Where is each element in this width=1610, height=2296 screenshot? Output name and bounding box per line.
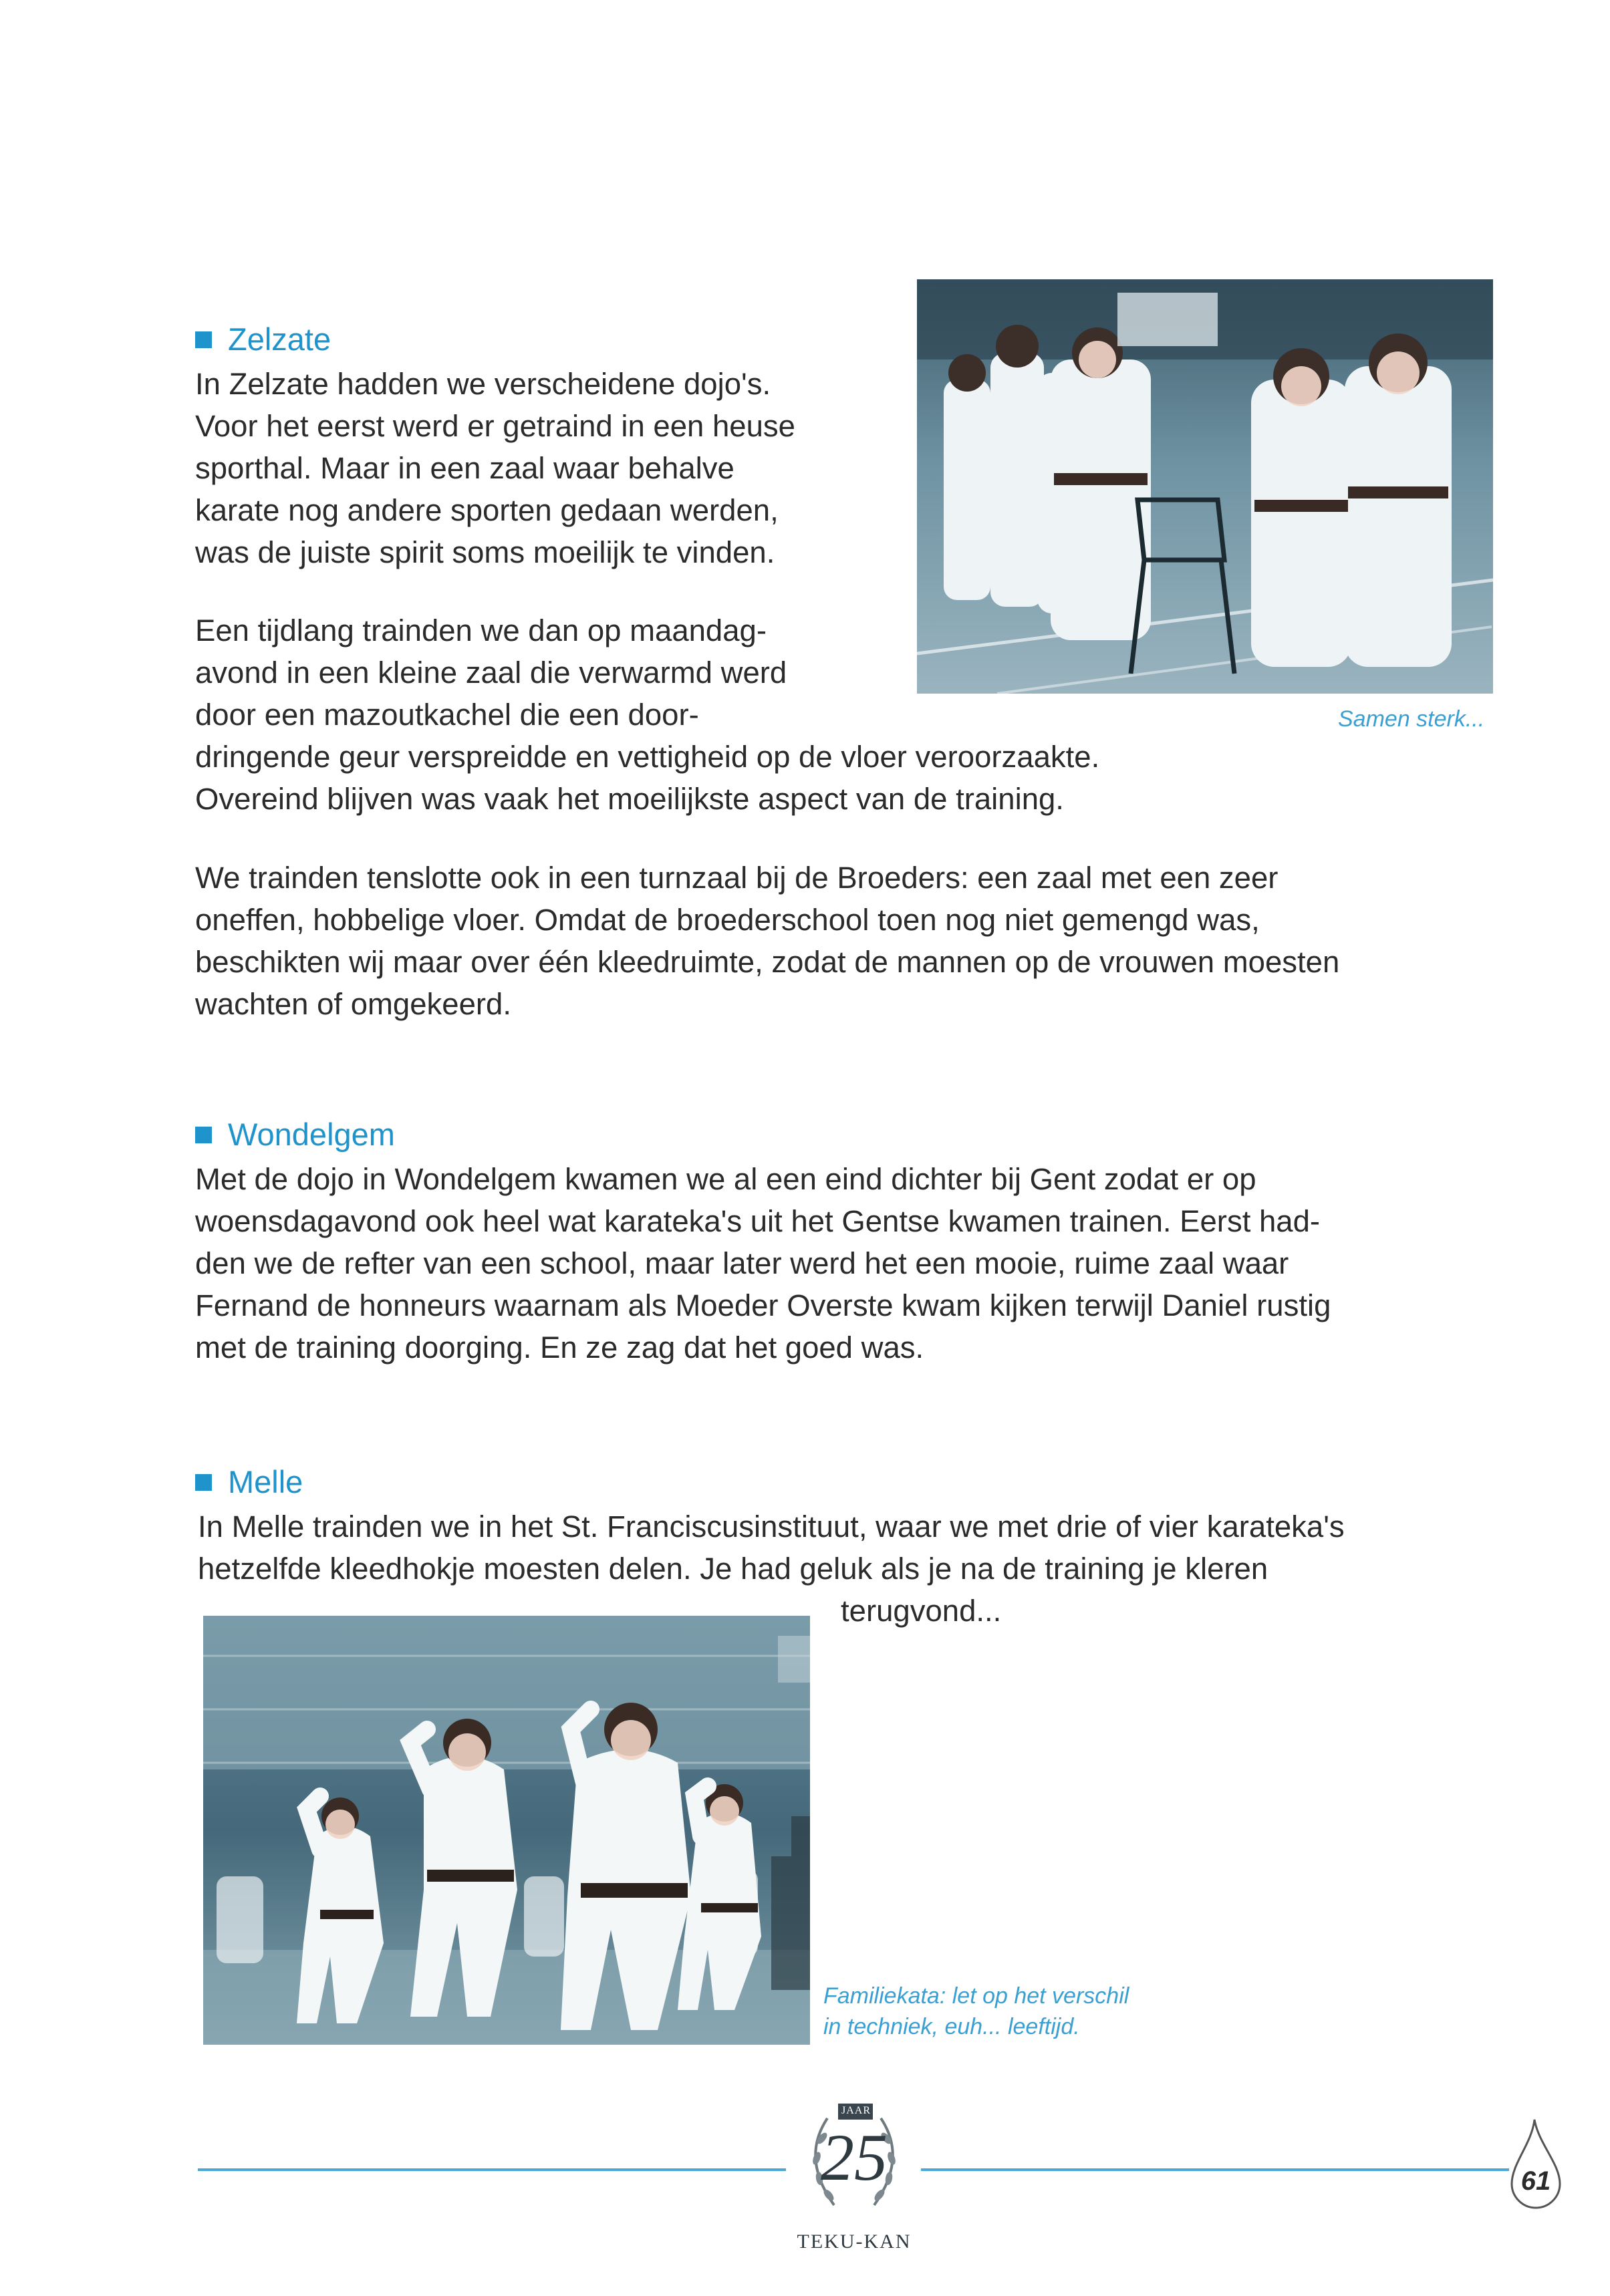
text-line: beschikten wij maar over één kleedruimte, zodat de mannen op de vrouwen moesten bbox=[195, 945, 1340, 979]
paragraph-zelzate-1 bbox=[195, 363, 795, 573]
logo-number: 25 bbox=[821, 2120, 888, 2194]
photo-caption-zelzate: Samen sterk... bbox=[1338, 706, 1485, 732]
text-line: We trainden tenslotte ook in een turnzaal bij de Broeders: een zaal met een zeer bbox=[195, 861, 1279, 895]
caption-line: Familiekata: let op het verschil bbox=[823, 1983, 1129, 2009]
section-heading-wondelgem bbox=[195, 1116, 395, 1153]
page-number-badge bbox=[1505, 2117, 1569, 2217]
square-bullet-icon bbox=[195, 1474, 212, 1491]
text-line: Fernand de honneurs waarnam als Moeder Overste kwam kijken terwijl Daniel rustig bbox=[195, 1288, 1331, 1322]
section-heading-zelzate bbox=[195, 321, 331, 358]
text-line: woensdagavond ook heel wat karateka's uit het Gentse kwamen trainen. Eerst had- bbox=[195, 1204, 1321, 1238]
square-bullet-icon bbox=[195, 331, 212, 348]
text-line: den we de refter van een school, maar later werd het een mooie, ruime zaal waar bbox=[195, 1246, 1289, 1280]
page-number: 61 bbox=[1520, 2166, 1551, 2196]
photo-caption-melle bbox=[823, 1981, 1129, 2042]
photo-zelzate-sporthall bbox=[917, 279, 1493, 694]
text-line: Overeind blijven was vaak het moeilijkste aspect van de training. bbox=[195, 782, 1064, 816]
text-line: In Zelzate hadden we verscheidene dojo's. bbox=[195, 367, 771, 401]
text-line: sporthal. Maar in een zaal waar behalve bbox=[195, 451, 734, 485]
photo-melle-family-kata bbox=[203, 1616, 810, 2045]
paragraph-zelzate-3 bbox=[195, 857, 1339, 1025]
text-line: Voor het eerst werd er getraind in een heuse bbox=[195, 409, 795, 443]
anniversary-logo bbox=[787, 2092, 921, 2265]
section-heading-melle bbox=[195, 1463, 303, 1501]
text-line: In Melle trainden we in het St. Franciscusinstituut, waar we met drie of vier karateka's bbox=[198, 1510, 1345, 1544]
text-line: wachten of omgekeerd. bbox=[195, 987, 511, 1021]
text-line: was de juiste spirit soms moeilijk te vinden. bbox=[195, 535, 775, 569]
paragraph-melle bbox=[198, 1505, 1345, 1632]
text-line: Een tijdlang trainden we dan op maandag- bbox=[195, 613, 767, 648]
heading-text: Zelzate bbox=[228, 321, 331, 357]
photo-illustration bbox=[917, 279, 1493, 694]
text-line: hetzelfde kleedhokje moesten delen. Je had geluk als je na de training je kleren bbox=[198, 1552, 1268, 1586]
logo-name: TEKU-KAN bbox=[797, 2231, 912, 2253]
text-line: terugvond... bbox=[841, 1594, 1002, 1628]
caption-line: in techniek, euh... leeftijd. bbox=[823, 2014, 1080, 2039]
text-line: oneffen, hobbelige vloer. Omdat de broederschool toen nog niet gemengd was, bbox=[195, 903, 1260, 937]
paragraph-wondelgem bbox=[195, 1158, 1331, 1369]
text-line: door een mazoutkachel die een door- bbox=[195, 698, 699, 732]
heading-text: Wondelgem bbox=[228, 1117, 395, 1152]
footer-rule-right bbox=[921, 2168, 1509, 2171]
heading-text: Melle bbox=[228, 1464, 303, 1499]
text-line: Met de dojo in Wondelgem kwamen we al een eind dichter bij Gent zodat er op bbox=[195, 1162, 1256, 1196]
text-line: dringende geur verspreidde en vettigheid op de vloer veroorzaakte. bbox=[195, 740, 1100, 774]
text-line: karate nog andere sporten gedaan werden, bbox=[195, 493, 779, 527]
photo-illustration bbox=[203, 1616, 810, 2045]
footer-rule-left bbox=[198, 2168, 786, 2171]
square-bullet-icon bbox=[195, 1127, 212, 1143]
logo-year-label: JAAR bbox=[841, 2105, 871, 2116]
text-line: met de training doorging. En ze zag dat het goed was. bbox=[195, 1330, 924, 1365]
text-line: avond in een kleine zaal die verwarmd werd bbox=[195, 656, 787, 690]
